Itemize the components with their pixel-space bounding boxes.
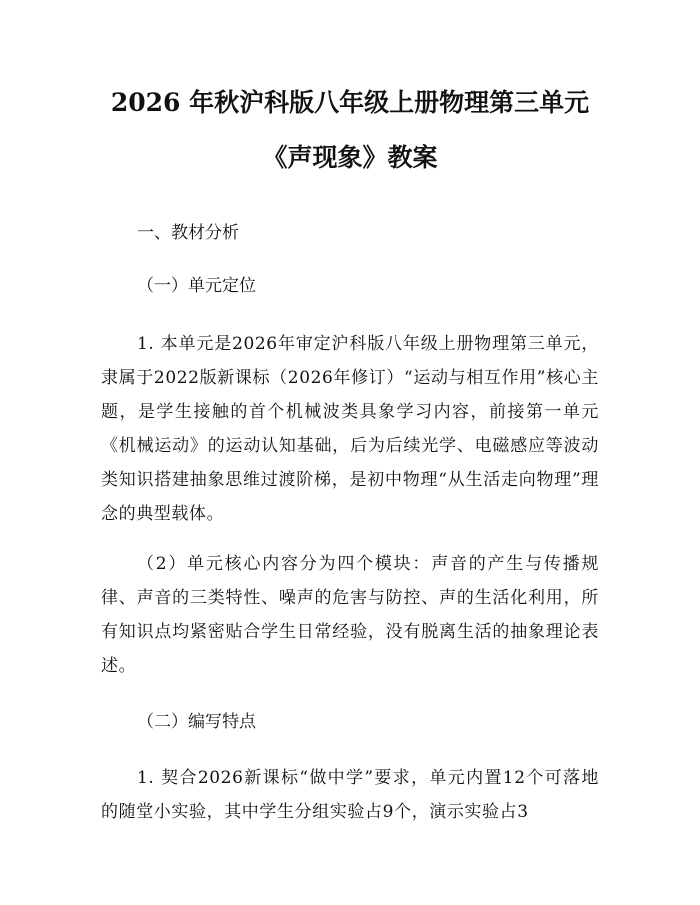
- document-title-line-1: 2026 年秋沪科版八年级上册物理第三单元: [110, 88, 590, 117]
- subsection-heading-unit-positioning: （一）单元定位: [137, 276, 256, 296]
- section-heading-textbook-analysis: 一、教材分析: [137, 223, 239, 243]
- paragraph-unit-positioning: 1. 本单元是2026年审定沪科版八年级上册物理第三单元，隶属于2022版新课标（2026年修订）“运动与相互作用”核心主题，是学生接触的首个机械波类具象学习内容，前接第一单元《机械运动》的运动认知基础，后为后续光学、电磁感应等波动类知识搭建抽象思维过渡阶梯，是初中物理“从生活走向物理”理念的典型载体。: [101, 334, 599, 524]
- paragraph-core-content: （2）单元核心内容分为四个模块：声音的产生与传播规律、声音的三类特性、噪声的危害与防控、声的生活化利用，所有知识点均紧密贴合学生日常经验，没有脱离生活的抽象理论表述。: [101, 554, 599, 676]
- document-title-line-2: 《声现象》教案: [262, 143, 438, 172]
- paragraph-writing-features: 1. 契合2026新课标“做中学”要求，单元内置12个可落地的随堂小实验，其中学生分组实验占9个，演示实验占3: [101, 768, 599, 822]
- subsection-heading-writing-features: （二）编写特点: [137, 712, 256, 732]
